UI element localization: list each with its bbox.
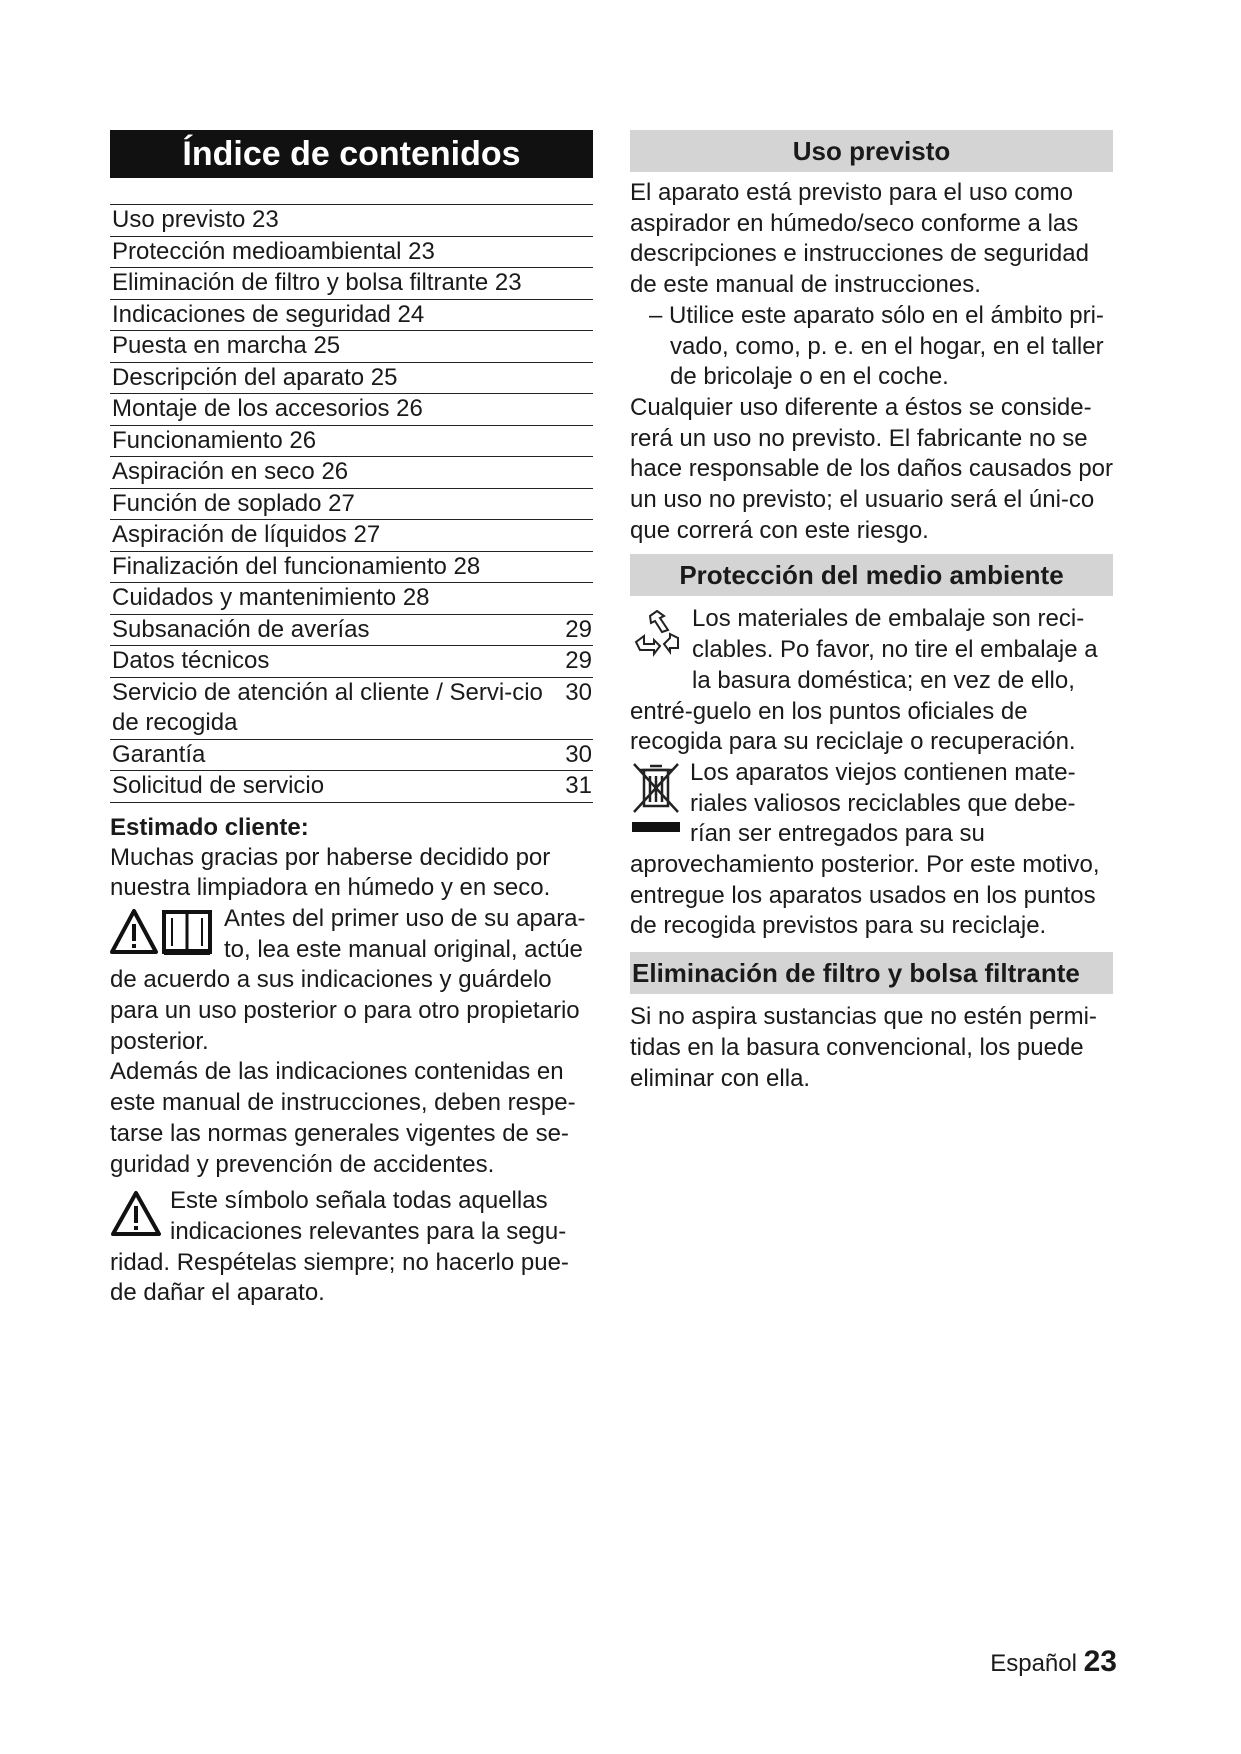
toc-item-page: 29 [565,615,592,643]
warning-manual-icon [110,908,216,965]
weee-text: Los aparatos viejos contienen mate-riales valiosos reciclables que debe-rían ser entregados para su aprovechamiento posterior. Por este motivo, entregue los aparatos usados en los puntos de recogida previstos para su reciclaje. [630,758,1100,940]
crossed-bin-icon [630,760,682,845]
warning-text: Este símbolo señala todas aquellas indicaciones relevantes para la segu-ridad. Respételas siempre; no hacerlo pue-de dañar el aparato. [110,1187,569,1307]
toc-item-label: Aspiración en seco 26 [112,458,349,485]
toc-item-label: Protección medioambiental 23 [112,237,435,265]
footer-language: Español [990,1650,1077,1677]
toc-item-page: 29 [565,647,592,674]
toc-item-label: Función de soplado 27 [112,489,355,517]
toc-item[interactable] [110,236,593,268]
toc-item[interactable] [110,582,593,614]
recycle-icon [630,608,684,667]
toc-item[interactable] [110,362,593,394]
toc-item[interactable] [110,770,593,802]
toc-item[interactable] [110,614,593,646]
toc-item-label: Eliminación de filtro y bolsa filtrante 23 [112,269,522,296]
toc-item-label: Servicio de atención al cliente / Servi-cio de recogida [112,678,543,736]
toc-item[interactable] [110,204,593,236]
toc-title: Índice de contenidos [110,130,593,178]
toc-item[interactable] [110,739,593,771]
recycle-note [630,604,1113,758]
uso-previsto-heading: Uso previsto [630,130,1113,172]
toc-item-label: Solicitud de servicio [112,772,325,799]
filter-disposal-text: Si no aspira sustancias que no estén permi-tidas en la basura convencional, los puede eliminar con ella. [630,1003,1097,1092]
toc-item-label: Funcionamiento 26 [112,426,317,454]
toc-item-label: Garantía [112,740,206,768]
toc-item-page: 30 [565,740,592,768]
greeting-text: Muchas gracias por haberse decidido por nuestra limpiadora en húmedo y en seco. [110,843,551,902]
toc-list [110,204,593,803]
toc-item[interactable] [110,330,593,362]
uso-previsto-text-2: Cualquier uso diferente a éstos se conside-rerá un uso no previsto. El fabricante no se hace responsable de los daños causados por un uso no previsto; el usuario será el úni-co que correrá con este riesgo. [630,393,1113,544]
toc-item[interactable] [110,677,593,739]
environment-heading: Protección del medio ambiente [630,554,1113,596]
toc-item-label: Aspiración de líquidos 27 [112,521,381,548]
manual-note-text: Antes del primer uso de su apara-to, lea este manual original, actúe de acuerdo a sus indicaciones y guárdelo para un uso posterior o para otro propietario posterior. [110,904,586,1055]
recycle-text: Los materiales de embalaje son reci-clables. Po favor, no tire el embalaje a la basura doméstica; en vez de ello, entré-guelo en los puntos oficiales de recogida para su reciclaje o recuperación. [630,605,1098,756]
toc-item-label: Datos técnicos [112,647,270,674]
filter-disposal-heading: Eliminación de filtro y bolsa filtrante [630,952,1113,994]
toc-item[interactable] [110,299,593,331]
toc-item[interactable] [110,551,593,583]
toc-item[interactable] [110,425,593,457]
toc-item-label: Subsanación de averías [112,615,370,643]
warning-icon [110,1190,162,1247]
toc-item-label: Puesta en marcha 25 [112,332,341,359]
weee-note [630,758,1113,942]
rules-text: Además de las indicaciones contenidas en este manual de instrucciones, deben respe-tarse las normas generales vigentes de se-guridad y prevención de accidentes. [110,1058,576,1178]
toc-item-label: Montaje de los accesorios 26 [112,395,423,422]
toc-item[interactable] [110,645,593,677]
toc-item[interactable] [110,488,593,520]
uso-previsto-item: – Utilice este aparato sólo en el ámbito pri-vado, como, p. e. en el hogar, en el taller de bricolaje o en el coche. [649,301,1104,391]
toc-item-page: 31 [565,772,592,799]
toc-item-label: Indicaciones de seguridad 24 [112,300,425,328]
toc-item[interactable] [110,267,593,299]
toc-item-label: Cuidados y mantenimiento 28 [112,584,430,611]
left-column [110,130,593,1309]
toc-item[interactable] [110,519,593,551]
toc-item[interactable] [110,393,593,425]
page-number: 23 [1083,1645,1117,1678]
toc-item-label: Uso previsto 23 [112,206,279,233]
greeting-title: Estimado cliente: [110,813,309,841]
uso-previsto-text: El aparato está previsto para el uso como aspirador en húmedo/seco conforme a las descripciones e instrucciones de seguridad de este manual de instrucciones. [630,179,1089,299]
manual-note [110,904,593,1058]
toc-item[interactable] [110,456,593,488]
right-column [630,130,1113,1094]
toc-item-label: Descripción del aparato 25 [112,363,398,391]
toc-item-page: 30 [565,678,592,706]
warning-note [110,1186,593,1309]
toc-item-label: Finalización del funcionamiento 28 [112,552,481,580]
page-footer [990,1645,1117,1679]
